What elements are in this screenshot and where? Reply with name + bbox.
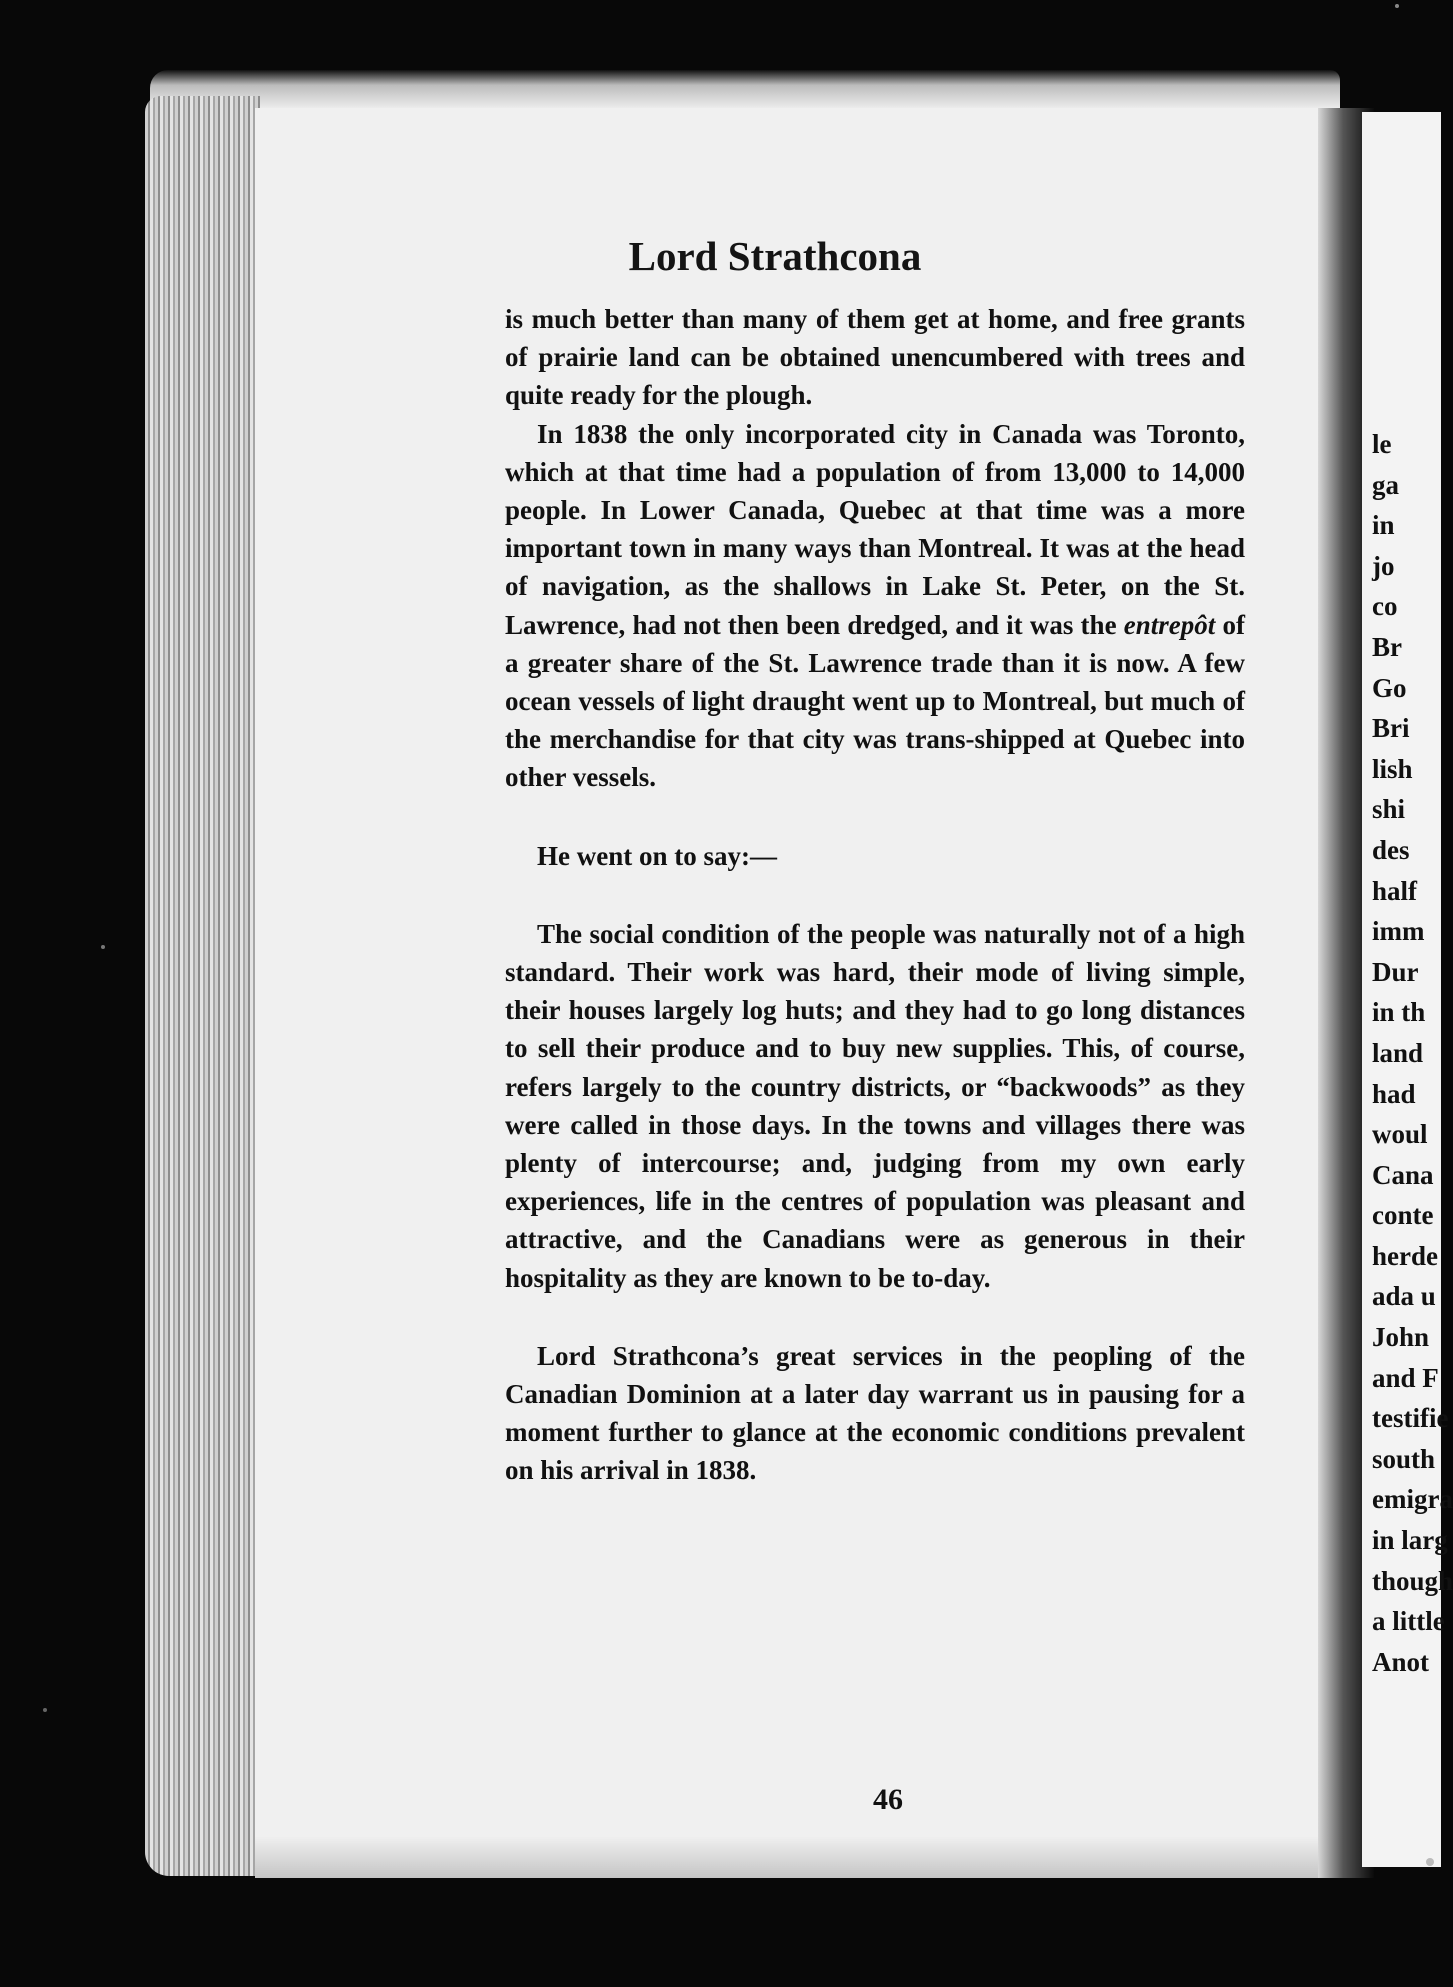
speck xyxy=(1395,4,1399,8)
speck xyxy=(43,1708,47,1712)
right-page-line: in xyxy=(1372,510,1395,541)
right-page-line: emigra xyxy=(1372,1484,1453,1515)
speck xyxy=(1426,1858,1434,1866)
quoted-passage: The social condition of the people was naturally not of a high standard. Their work was hard, their mode of living simple, their houses largely log huts; and they had to go long distances to sell their produce and to buy new supplies. This, of course, refers largely to the country districts, or “backwoods” as they were called in those days. In the towns and villages there was plenty of intercourse; and, judging from my own early experiences, life in the centres of population was pleasant and attractive, and the Canadians were as generous in their hospitality as they are known to be to-day. xyxy=(505,918,1245,1293)
paragraph-services: Lord Strathcona’s great services in the peopling of the Canadian Dominion at a later day warrant us in pausing for a moment further to glance at the economic conditions prevalent on his arrival in 1838. xyxy=(505,1340,1245,1486)
right-page-line: in th xyxy=(1372,997,1426,1028)
right-page-line: Br xyxy=(1372,631,1402,662)
speck xyxy=(101,945,105,949)
right-page-line: and F xyxy=(1372,1362,1439,1393)
right-page-line: herde xyxy=(1372,1240,1438,1271)
paragraph-toronto-text: In 1838 the only incorporated city in Canada was Toronto, which at that time had a population of from 13,000 to 14,000 people. In Lower Canada, Quebec at that time was a more important town in many ways than Montreal. It was at the head of navigation, as the shallows in Lake St. Peter, on the St. Lawrence, had not then been dredged, and it was the xyxy=(505,418,1245,640)
right-page-line: jo xyxy=(1372,550,1395,581)
right-page-line: Bri xyxy=(1372,713,1410,744)
right-page-line: Anot xyxy=(1372,1646,1430,1677)
right-page-line: Cana xyxy=(1372,1159,1434,1190)
right-page-line: Dur xyxy=(1372,956,1419,987)
right-page-line: ada u xyxy=(1372,1281,1436,1312)
paragraph-toronto-tail: of a greater share of the St. Lawrence trade than it is now. A few ocean vessels of light draught went up to Montreal, but much of the merchandise for that city was trans-shipped at Quebec into other vessels. xyxy=(505,609,1246,793)
right-page-line: conte xyxy=(1372,1200,1434,1231)
right-page-line: imm xyxy=(1372,916,1425,947)
right-page-line: in larg xyxy=(1372,1525,1448,1556)
right-page-line: le xyxy=(1372,429,1392,459)
right-page-line: half xyxy=(1372,875,1418,906)
right-page-line: lish xyxy=(1372,753,1413,784)
right-page-line: woul xyxy=(1372,1119,1428,1150)
paragraph-continuation: is much better than many of them get at home, and free grants of prairie land can be obtained unencumbered with trees and quite ready for the plough. xyxy=(505,304,1245,411)
right-page-line: south xyxy=(1372,1443,1436,1474)
right-page-line: co xyxy=(1372,591,1398,622)
right-page-line: Go xyxy=(1372,672,1407,703)
page-number: 46 xyxy=(873,1783,903,1816)
italic-term: entrepôt xyxy=(1123,609,1216,640)
right-page-line: had xyxy=(1372,1078,1416,1109)
right-page-line: land xyxy=(1372,1037,1424,1068)
right-page-line: John xyxy=(1372,1322,1430,1353)
right-page-line: ga xyxy=(1372,469,1399,500)
right-page-line: testifie xyxy=(1372,1403,1449,1434)
right-page-line: des xyxy=(1372,834,1410,865)
paragraph-transition: He went on to say:— xyxy=(537,840,777,871)
right-page-line: shi xyxy=(1372,794,1406,825)
running-head: Lord Strathcona xyxy=(628,233,922,279)
right-page-line: a little xyxy=(1372,1606,1445,1637)
right-page-line: though xyxy=(1372,1565,1453,1596)
